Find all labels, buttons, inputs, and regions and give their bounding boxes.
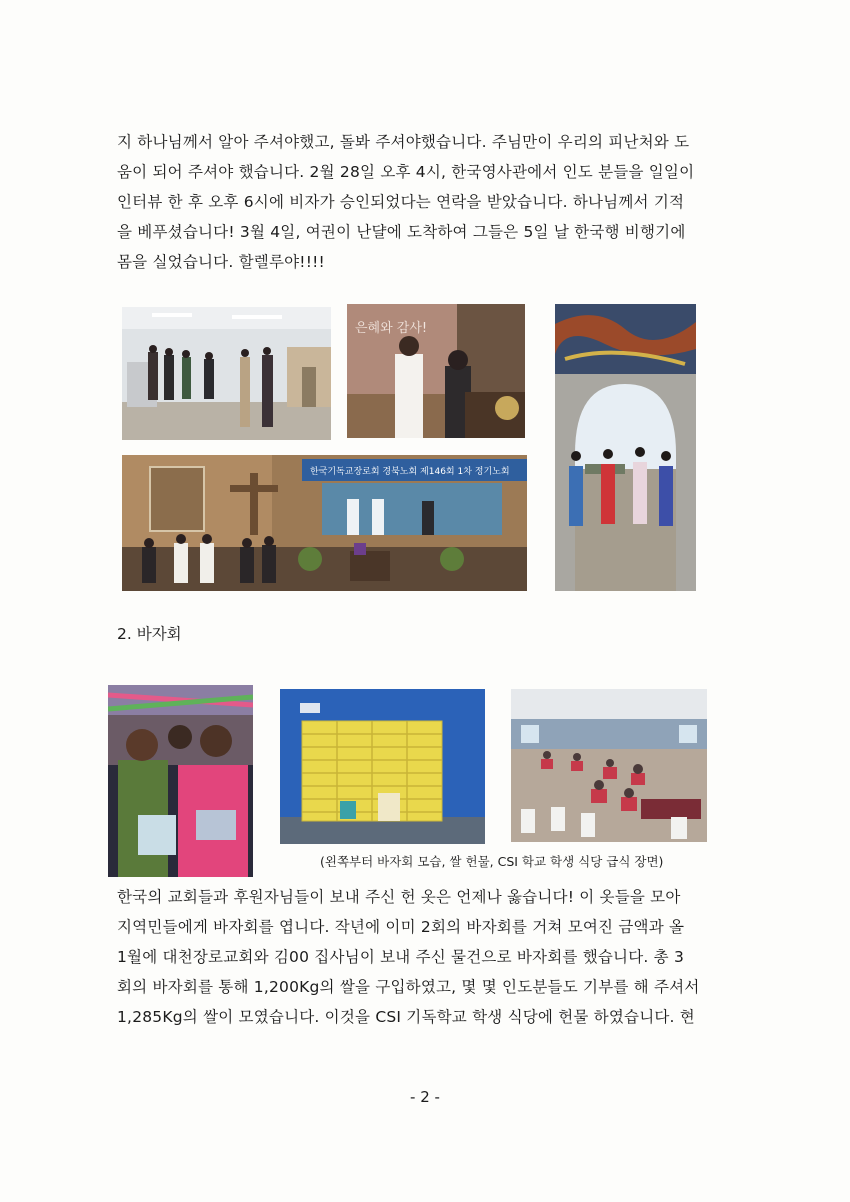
paragraph-bazaar [117, 882, 707, 1032]
text-line: 을 베푸셨습니다! 3월 4일, 여권이 난댤에 도착하여 그들은 5일 날 한국행 비행기에 [117, 223, 686, 241]
page-number: - 2 - [410, 1088, 440, 1106]
text-line: 지역민들에게 바자회를 엽니다. 작년에 이미 2회의 바자회를 거쳐 모여진 금액과 올 [117, 918, 685, 936]
section-heading: 2. 바자회 [117, 625, 182, 643]
text-line: 움이 되어 주셔야 했습니다. 2월 28일 오후 4시, 한국영사관에서 인도 분들을 일일이 [117, 163, 695, 181]
text-line: 한국의 교회들과 후원자님들이 보내 주신 헌 옷은 언제나 옳습니다! 이 옷들을 모아 [117, 888, 681, 906]
banner-text: 은혜와 감사! [355, 321, 428, 336]
paragraph-visa [117, 127, 707, 277]
text-line: 지 하나님께서 알아 주셔야했고, 돌봐 주셔야했습니다. 주님만이 우리의 피난처와 도 [117, 133, 690, 151]
text-line: 회의 바자회를 통해 1,200Kg의 쌀을 구입하였고, 몇 몇 인도분들도 기부를 해 주셔서 [117, 978, 700, 996]
photo-podium-speech [347, 304, 525, 438]
photo-dining-hall [511, 689, 707, 842]
photo-rice-sacks [280, 689, 485, 844]
photo-caption: (왼쪽부터 바자회 모습, 쌀 헌물, CSI 학교 학생 식당 급식 장면) [320, 854, 664, 869]
banner-text: 한국기독교장로회 경북노회 제146회 1차 정기노회 [310, 467, 510, 477]
photo-church-assembly [122, 455, 527, 591]
text-line: 1월에 대천장로교회와 김00 집사님이 보내 주신 물건으로 바자회를 했습니다. 총 3 [117, 948, 685, 966]
text-line: 1,285Kg의 쌀이 모였습니다. 이것을 CSI 기독학교 학생 식당에 헌물 하였습니다. 현 [117, 1008, 695, 1026]
photo-hanbok-group [555, 304, 696, 591]
photo-hospital-visit [122, 307, 331, 440]
text-line: 몸을 실었습니다. 할렐루야!!!! [117, 253, 325, 271]
text-line: 인터뷰 한 후 오후 6시에 비자가 승인되었다는 연락을 받았습니다. 하나님께서 기적 [117, 193, 685, 211]
photo-bazaar-women [108, 685, 253, 877]
